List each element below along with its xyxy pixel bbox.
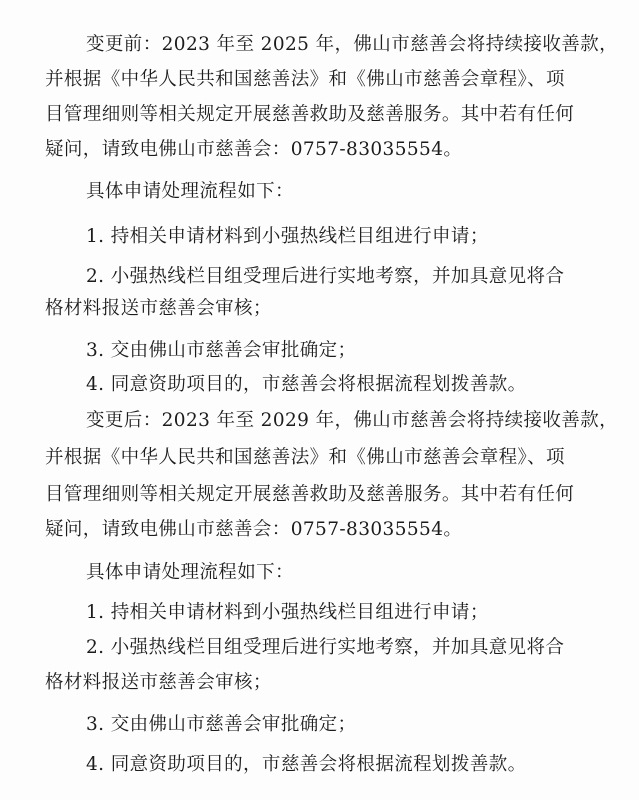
after-intro-line-2: 并根据《中华人民共和国慈善法》和《佛山市慈善会章程》、项 — [45, 447, 565, 468]
after-intro-line-3: 目管理细则等相关规定开展慈善救助及慈善服务。其中若有任何 — [45, 484, 575, 505]
before-intro-line-3: 目管理细则等相关规定开展慈善救助及慈善服务。其中若有任何 — [45, 104, 575, 125]
after-step-2-cont: 格材料报送市慈善会审核； — [45, 672, 272, 693]
before-step-2-cont: 格材料报送市慈善会审核； — [45, 298, 272, 319]
before-step-1: 1. 持相关申请材料到小强热线栏目组进行申请； — [86, 226, 489, 247]
before-step-4: 4. 同意资助项目的，市慈善会将根据流程划拨善款。 — [86, 374, 527, 395]
before-step-3: 3. 交由佛山市慈善会审批确定； — [86, 340, 357, 361]
after-process-heading: 具体申请处理流程如下： — [86, 562, 294, 583]
after-step-3: 3. 交由佛山市慈善会审批确定； — [86, 714, 357, 735]
after-step-2: 2. 小强热线栏目组受理后进行实地考察，并加具意见将合 — [86, 637, 565, 658]
before-intro-line-1: 变更前：2023 年至 2025 年，佛山市慈善会将持续接收善款， — [86, 34, 619, 55]
after-step-4: 4. 同意资助项目的，市慈善会将根据流程划拨善款。 — [86, 754, 527, 775]
after-intro-line-1: 变更后：2023 年至 2029 年，佛山市慈善会将持续接收善款， — [86, 410, 619, 431]
after-step-1: 1. 持相关申请材料到小强热线栏目组进行申请； — [86, 602, 489, 623]
after-intro-line-4: 疑问，请致电佛山市慈善会：0757-83035554。 — [45, 519, 463, 540]
before-step-2: 2. 小强热线栏目组受理后进行实地考察，并加具意见将合 — [86, 266, 565, 287]
before-process-heading: 具体申请处理流程如下： — [86, 181, 294, 202]
before-intro-line-2: 并根据《中华人民共和国慈善法》和《佛山市慈善会章程》、项 — [45, 69, 565, 90]
before-intro-line-4: 疑问，请致电佛山市慈善会：0757-83035554。 — [45, 139, 463, 160]
